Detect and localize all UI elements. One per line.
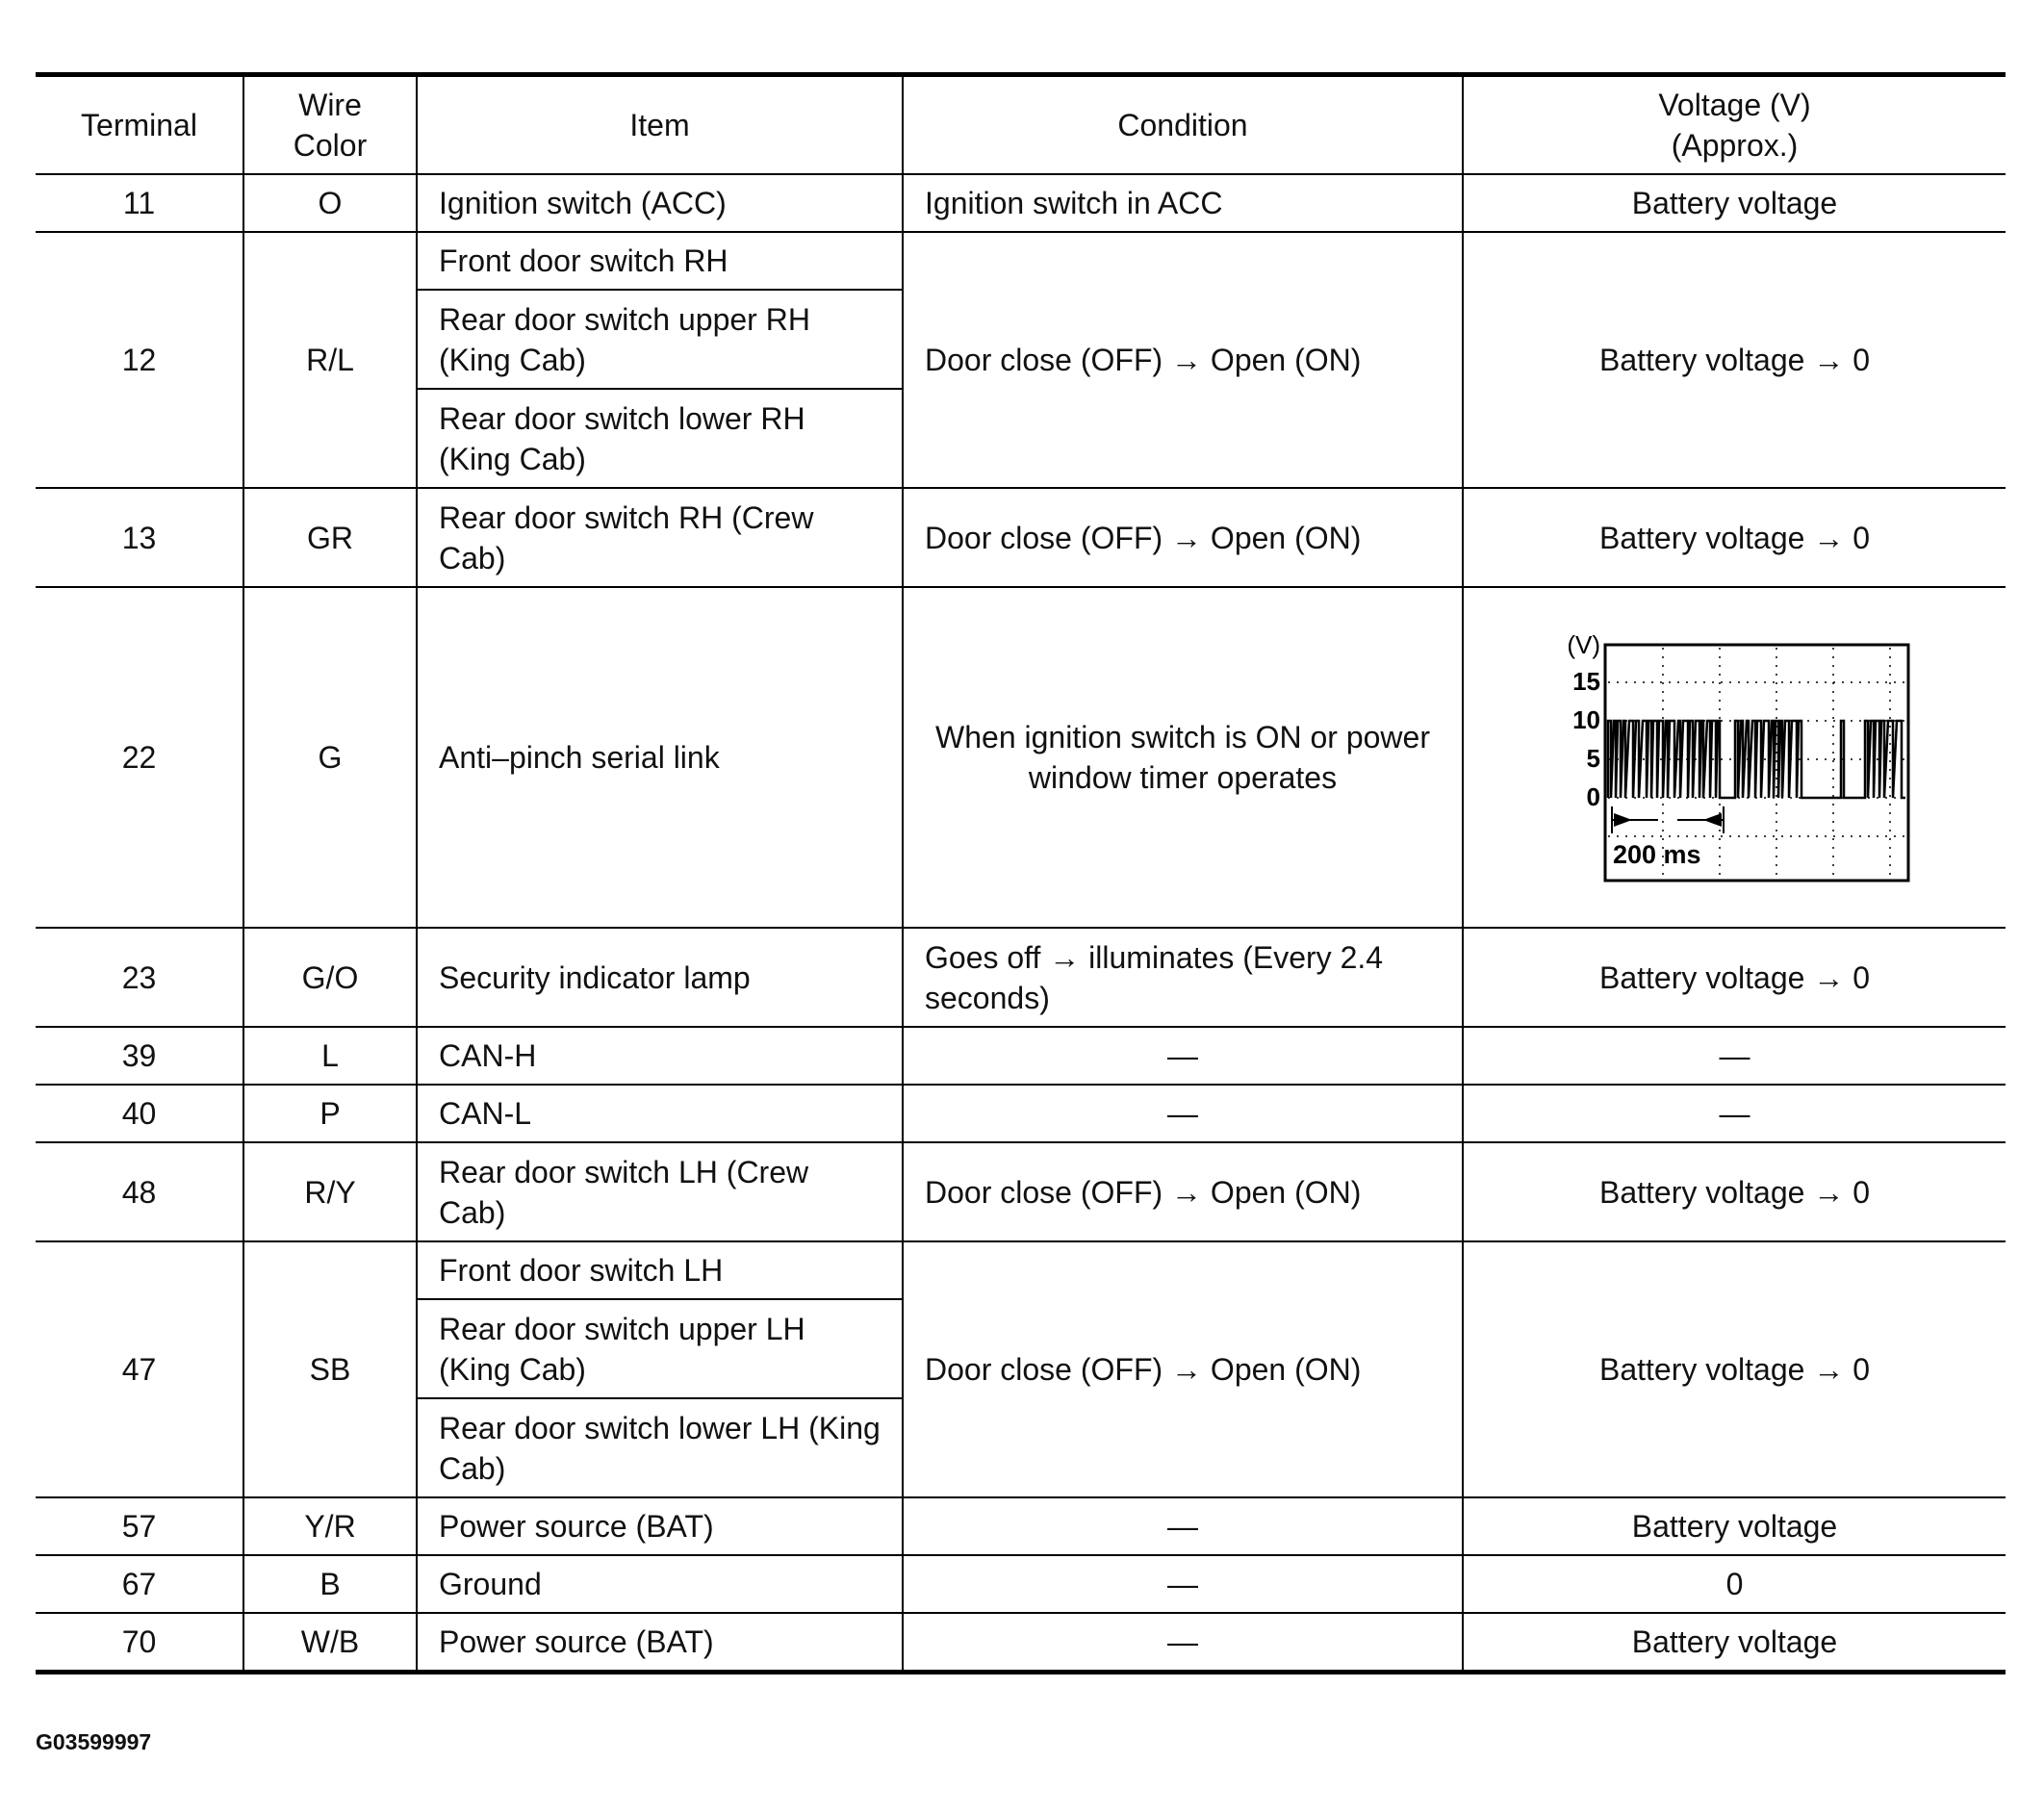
table-row [36, 1142, 2006, 1241]
table-row [36, 488, 2006, 587]
table-row [36, 1241, 2006, 1299]
condition-cell: Door close (OFF) → Open (ON) [903, 1241, 1463, 1497]
wire-color-cell: O [243, 174, 417, 232]
item-cell: Security indicator lamp [417, 928, 903, 1027]
wire-color-cell: L [243, 1027, 417, 1085]
terminal-cell: 47 [36, 1241, 243, 1497]
item-cell: Rear door switch upper RH (King Cab) [417, 290, 903, 389]
voltage-cell: Battery voltage [1463, 174, 2006, 232]
condition-cell: Ignition switch in ACC [903, 174, 1463, 232]
arrow-right-icon [1614, 813, 1632, 827]
item-cell: Rear door switch LH (Crew Cab) [417, 1142, 903, 1241]
wire-color-cell: W/B [243, 1613, 417, 1673]
wire-color-cell: B [243, 1555, 417, 1613]
waveform-unit-label: (V) [1566, 630, 1600, 659]
y-tick-label: 15 [1571, 667, 1600, 696]
table-row [36, 1027, 2006, 1085]
item-cell: Rear door switch upper LH (King Cab) [417, 1299, 903, 1398]
wire-color-cell: G/O [243, 928, 417, 1027]
condition-cell: — [903, 1613, 1463, 1673]
item-cell: Rear door switch RH (Crew Cab) [417, 488, 903, 587]
voltage-cell: Battery voltage → 0 [1463, 928, 2006, 1027]
terminal-cell: 40 [36, 1085, 243, 1142]
wire-color-cell: GR [243, 488, 417, 587]
wire-color-cell: R/Y [243, 1142, 417, 1241]
header-item: Item [417, 75, 903, 175]
wire-color-cell: R/L [243, 232, 417, 488]
terminal-table-document [36, 72, 2006, 1674]
table-row [36, 1497, 2006, 1555]
terminal-cell: 12 [36, 232, 243, 488]
voltage-cell: Battery voltage → 0 [1463, 1142, 2006, 1241]
terminal-cell: 22 [36, 587, 243, 928]
table-row [36, 587, 2006, 928]
condition-cell: Goes off → illuminates (Every 2.4 seconds) [903, 928, 1463, 1027]
condition-cell: — [903, 1085, 1463, 1142]
item-cell: Front door switch RH [417, 232, 903, 290]
wire-color-cell: G [243, 587, 417, 928]
condition-cell: — [903, 1497, 1463, 1555]
voltage-cell: — [1463, 1085, 2006, 1142]
item-cell: Rear door switch lower LH (King Cab) [417, 1398, 903, 1497]
item-cell: Power source (BAT) [417, 1497, 903, 1555]
table-row [36, 1085, 2006, 1142]
arrow-left-icon [1703, 813, 1722, 827]
y-tick-label: 0 [1586, 782, 1600, 811]
voltage-cell: Battery voltage → 0 [1463, 1241, 2006, 1497]
table-row [36, 174, 2006, 232]
item-cell: Ignition switch (ACC) [417, 174, 903, 232]
condition-cell: Door close (OFF) → Open (ON) [903, 232, 1463, 488]
condition-cell: When ignition switch is ON or power window timer operates [903, 587, 1463, 928]
terminal-cell: 23 [36, 928, 243, 1027]
voltage-cell: Battery voltage [1463, 1497, 2006, 1555]
header-row [36, 75, 2006, 175]
time-span-label: 200 ms [1612, 840, 1701, 869]
table-row [36, 928, 2006, 1027]
terminal-table [36, 72, 2006, 1674]
table-row [36, 1555, 2006, 1613]
terminal-cell: 67 [36, 1555, 243, 1613]
terminal-cell: 70 [36, 1613, 243, 1673]
table-row [36, 1613, 2006, 1673]
condition-cell: — [903, 1555, 1463, 1613]
voltage-cell: 0 [1463, 1555, 2006, 1613]
item-cell: Rear door switch lower RH (King Cab) [417, 389, 903, 488]
header-terminal: Terminal [36, 75, 243, 175]
terminal-cell: 48 [36, 1142, 243, 1241]
wire-color-cell: P [243, 1085, 417, 1142]
wire-color-cell: SB [243, 1241, 417, 1497]
terminal-cell: 13 [36, 488, 243, 587]
y-tick-label: 10 [1571, 705, 1600, 734]
wire-color-cell: Y/R [243, 1497, 417, 1555]
condition-cell: — [903, 1027, 1463, 1085]
figure-id: G03599997 [36, 1729, 152, 1754]
voltage-cell: — [1463, 1027, 2006, 1085]
header-voltage: Voltage (V) (Approx.) [1463, 75, 2006, 175]
y-tick-label: 5 [1586, 744, 1600, 773]
voltage-cell: Battery voltage [1463, 1613, 2006, 1673]
item-cell: Ground [417, 1555, 903, 1613]
voltage-cell: Battery voltage → 0 [1463, 488, 2006, 587]
item-cell: Power source (BAT) [417, 1613, 903, 1673]
item-cell: CAN-H [417, 1027, 903, 1085]
terminal-cell: 39 [36, 1027, 243, 1085]
header-condition: Condition [903, 75, 1463, 175]
waveform-chart [1552, 627, 1918, 887]
table-row [36, 232, 2006, 290]
voltage-waveform-cell [1463, 587, 2006, 928]
voltage-cell: Battery voltage → 0 [1463, 232, 2006, 488]
item-cell: Front door switch LH [417, 1241, 903, 1299]
item-cell: CAN-L [417, 1085, 903, 1142]
item-cell: Anti–pinch serial link [417, 587, 903, 928]
terminal-cell: 57 [36, 1497, 243, 1555]
condition-cell: Door close (OFF) → Open (ON) [903, 488, 1463, 587]
terminal-cell: 11 [36, 174, 243, 232]
header-wire-color: Wire Color [243, 75, 417, 175]
condition-cell: Door close (OFF) → Open (ON) [903, 1142, 1463, 1241]
